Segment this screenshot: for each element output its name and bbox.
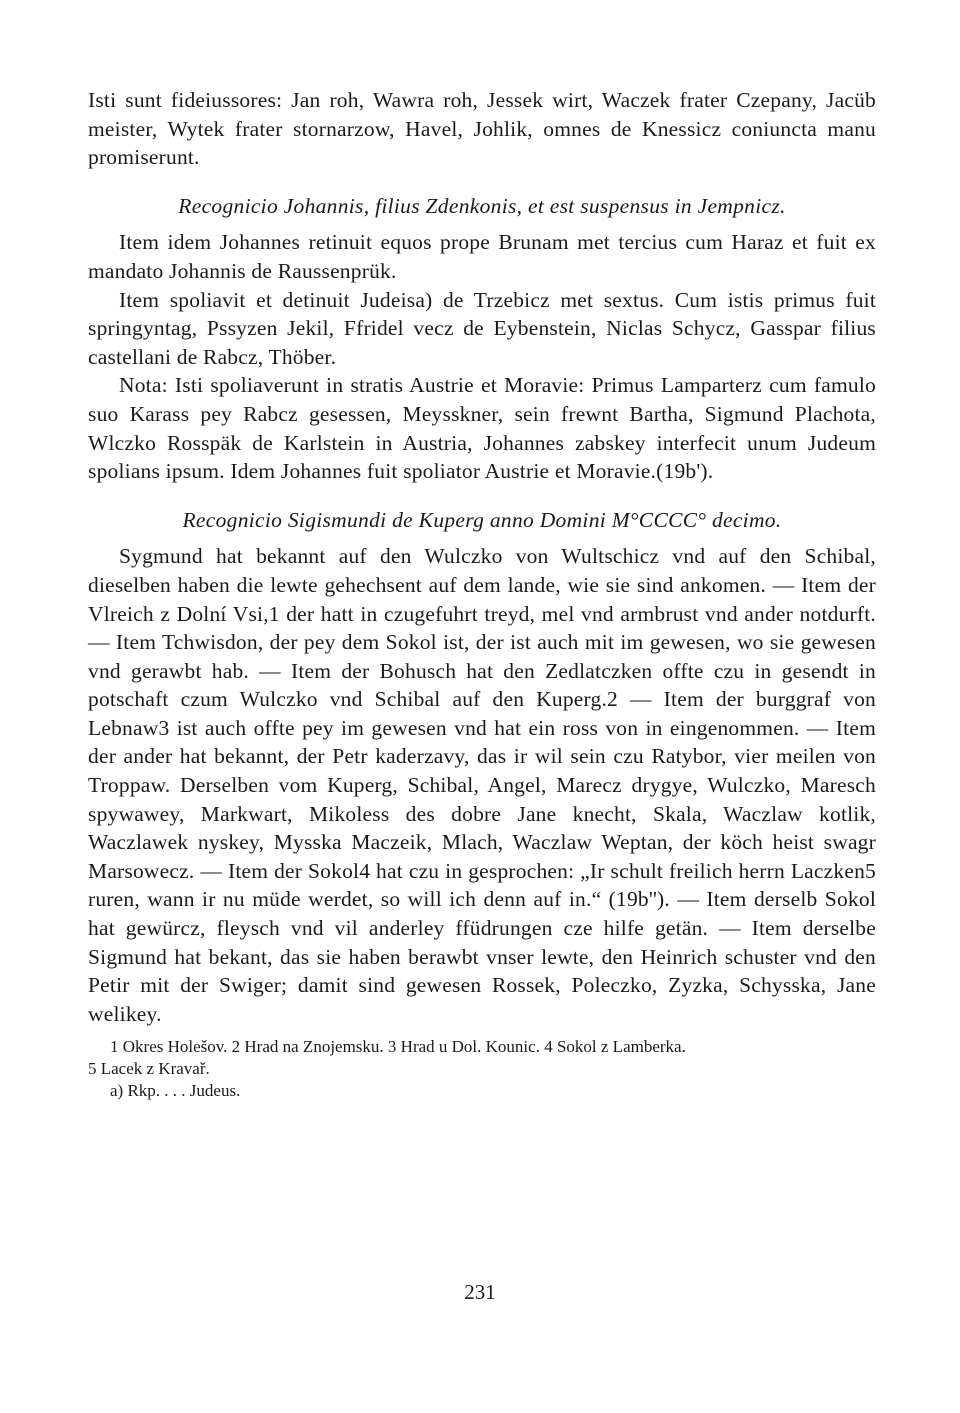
footnote-line: a) Rkp. . . . Judeus. [110, 1081, 241, 1101]
footnote-line: 1 Okres Holešov. 2 Hrad na Znojemsku. 3 Hrad u Dol. Kounic. 4 Sokol z Lamberka. [110, 1037, 686, 1057]
paragraph-fideiussores: Isti sunt fideiussores: Jan roh, Wawra roh, Jessek wirt, Waczek frater Czepany, Jacüb meister, Wytek frater stornarzow, Havel, Johlik, omnes de Knessicz coniuncta manu promiserunt. [88, 88, 876, 170]
paragraph-nota: Nota: Isti spoliaverunt in stratis Austrie et Moravie: Primus Lamparterz cum famulo suo Karass pey Rabcz gesessen, Meysskner, sein frewnt Bartha, Sigmund Plachota, Wlczko Rosspäk de Karlstein in Austria, Johannes zabskey interfecit unum Judeum spolians ipsum. Idem Johannes fuit spoliator Austrie et Moravie.(19b'). [88, 373, 876, 484]
footnote-line: 5 Lacek z Kravař. [88, 1059, 210, 1079]
page-number: 231 [464, 1280, 496, 1304]
page-body [88, 86, 876, 1102]
heading-recognicio-johannis: Recognicio Johannis, filius Zdenkonis, et est suspensus in Jempnicz. [178, 193, 786, 218]
paragraph-item-retinuit: Item idem Johannes retinuit equos prope Brunam met tercius cum Haraz et fuit ex mandato Johannis de Raussenprük. [88, 230, 876, 283]
heading-recognicio-sigismundi: Recognicio Sigismundi de Kuperg anno Domini M°CCCC° decimo. [182, 507, 782, 532]
paragraph-sygmund: Sygmund hat bekannt auf den Wulczko von Wultschicz vnd auf den Schibal, dieselben haben die lewte gehechsent auf dem lande, wie sie sind ankomen. — Item der Vlreich z Dolní Vsi,1 der hatt in czugefuhrt treyd, mel vnd armbrust vnd ander notdurft. — Item Tchwisdon, der pey dem Sokol ist, der ist auch mit im gewesen, wo sie gewesen vnd gerawbt hab. — Item der Bohusch hat den Zedlatczken offte czu in gesendt in potschaft czum Wulczko vnd Schibal auf den Kuperg.2 — Item der burggraf von Lebnaw3 ist auch offte pey im gewesen vnd hat ein ross von in eingenommen. — Item der ander hat bekannt, der Petr kaderzavy, das ir wil sein czu Ratybor, vier meilen von Troppaw. Derselben vom Kuperg, Schibal, Angel, Marecz drygye, Wulczko, Maresch spywawey, Markwart, Mikoless des dobre Jane knecht, Skala, Waczlaw kotlik, Waczlawek nyskey, Mysska Maczeik, Mlach, Waczlaw Weptan, der köch heist swagr Marsowecz. — Item der Sokol4 hat czu in gesprochen: „Ir schult freilich herrn Laczken5 ruren, wann ir nu müde werdet, so will ich denn auf in.“ (19b''). — Item derselb Sokol hat gewürcz, fleysch vnd vil anderley ffüdrungen cze hilfe getän. — Item derselbe Sigmund hat bekant, das sie haben berawbt vnser lewte, den Heinrich schuster vnd den Petir mit der Swiger; damit sind gewesen Rossek, Poleczko, Zyzka, Schysska, Jane welikey. [88, 544, 876, 1026]
footnotes [88, 1036, 876, 1102]
paragraph-item-spoliavit: Item spoliavit et detinuit Judeisa) de Trzebicz met sextus. Cum istis primus fuit springyntag, Pssyzen Jekil, Ffridel vecz de Eybenstein, Niclas Schycz, Gasspar filius castellani de Rabcz, Thöber. [88, 287, 876, 369]
